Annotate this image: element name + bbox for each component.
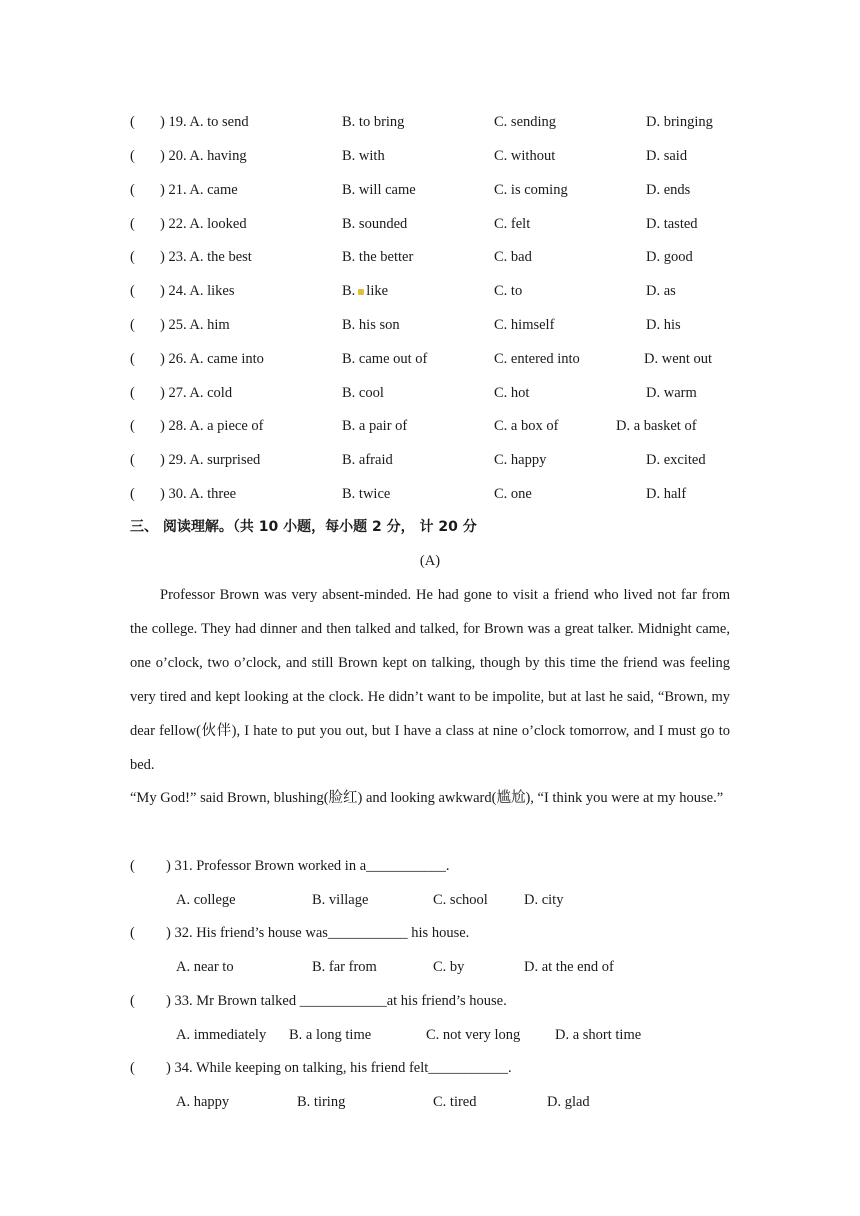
option-c: C. himself [494,317,555,333]
option-d: D. half [646,486,687,502]
option-a: A. immediately [176,1027,267,1043]
option-b: B. the better [342,249,414,265]
passage-label: (A) [419,553,441,569]
option-d: D. a short time [555,1027,642,1043]
option-b-letter: B. [342,283,356,299]
option-d: D. said [646,148,688,164]
option-c: C. sending [494,114,557,130]
option-d: D. warm [646,385,697,401]
question-text: ) 32. His friend’s house was___________ his house. [166,925,470,941]
option-c: C. by [433,959,465,975]
option-b: B. far from [312,959,377,975]
option-d: D. bringing [646,114,713,130]
answer-paren: ( [130,1060,135,1076]
question-text: ) 31. Professor Brown worked in a___________. [166,858,450,874]
option-c: C. a box of [494,418,559,434]
option-d: D. ends [646,182,691,198]
passage-paragraph-1: Professor Brown was very absent-minded. He had gone to visit a friend who lived not far from the college. They had dinner and then talked and talked, for Brown was a great talker. Midnight came, one o’clock, two o’clock, and still Brown kept on talking, though by this time the friend was feeling very tired and kept looking at the clock. He didn’t want to be impolite, but at last he said, “Brown, my dear fellow(伙伴), I hate to put you out, but I have a class at nine o’clock tomorrow, and I must go to bed. [130,587,730,773]
option-c: C. one [494,486,532,502]
option-c: C. to [494,283,523,299]
item-stem: ) 28. A. a piece of [160,418,264,434]
answer-paren: ( [130,925,135,941]
item-stem: ) 19. A. to send [160,114,249,130]
option-b: B. with [342,148,385,164]
option-d: D. went out [644,351,713,367]
option-c: C. not very long [426,1027,521,1043]
option-b: B. a pair of [342,418,408,434]
item-stem: ) 22. A. looked [160,216,247,232]
answer-paren: ( [130,114,135,130]
option-b-text: like [366,283,389,299]
option-b: B. village [312,892,369,908]
option-b: B. tiring [297,1094,346,1110]
option-c: C. entered into [494,351,580,367]
answer-paren: ( [130,317,135,333]
option-b: B. sounded [342,216,408,232]
option-d: D. glad [547,1094,590,1110]
item-stem: ) 23. A. the best [160,249,252,265]
item-stem: ) 20. A. having [160,148,247,164]
item-stem: ) 30. A. three [160,486,237,502]
item-stem: ) 21. A. came [160,182,238,198]
answer-paren: ( [130,148,135,164]
option-c: C. felt [494,216,531,232]
answer-paren: ( [130,385,135,401]
option-c: C. tired [433,1094,477,1110]
section-heading: 三、 阅读理解。（共 10 小题，每小题 2 分， 计 20 分 [130,519,477,535]
option-c: C. school [433,892,488,908]
answer-paren: ( [130,993,135,1009]
option-c: C. without [494,148,556,164]
option-c: C. is coming [494,182,568,198]
answer-paren: ( [130,351,135,367]
option-a: A. near to [176,959,234,975]
item-stem: ) 24. A. likes [160,283,235,299]
item-stem: ) 27. A. cold [160,385,233,401]
option-c: C. hot [494,385,530,401]
answer-paren: ( [130,452,135,468]
option-c: C. happy [494,452,547,468]
option-b: B. twice [342,486,391,502]
option-d: D. his [646,317,681,333]
option-d: D. city [524,892,564,908]
option-b: B. afraid [342,452,393,468]
item-stem: ) 25. A. him [160,317,230,333]
passage-paragraph-2: “My God!” said Brown, blushing(脸红) and looking awkward(尴尬), “I think you were at my house.” [130,790,724,806]
option-b: B. to bring [342,114,405,130]
highlight-mark-icon [358,289,364,295]
option-a: A. college [176,892,236,908]
option-c: C. bad [494,249,532,265]
answer-paren: ( [130,418,135,434]
option-b: B. his son [342,317,400,333]
option-d: D. excited [646,452,706,468]
item-stem: ) 26. A. came into [160,351,264,367]
option-a: A. happy [176,1094,230,1110]
option-d: D. tasted [646,216,698,232]
option-d: D. a basket of [616,418,697,434]
option-b: B. will came [342,182,416,198]
option-d: D. as [646,283,676,299]
option-b: B. cool [342,385,384,401]
answer-paren: ( [130,249,135,265]
option-b: B. a long time [289,1027,372,1043]
answer-paren: ( [130,216,135,232]
option-b: B. came out of [342,351,428,367]
option-b [342,281,388,301]
question-text: ) 33. Mr Brown talked ____________at his friend’s house. [166,993,507,1009]
answer-paren: ( [130,486,135,502]
answer-paren: ( [130,182,135,198]
answer-paren: ( [130,283,135,299]
option-d: D. at the end of [524,959,614,975]
item-stem: ) 29. A. surprised [160,452,261,468]
question-text: ) 34. While keeping on talking, his friend felt___________. [166,1060,512,1076]
option-d: D. good [646,249,693,265]
answer-paren: ( [130,858,135,874]
